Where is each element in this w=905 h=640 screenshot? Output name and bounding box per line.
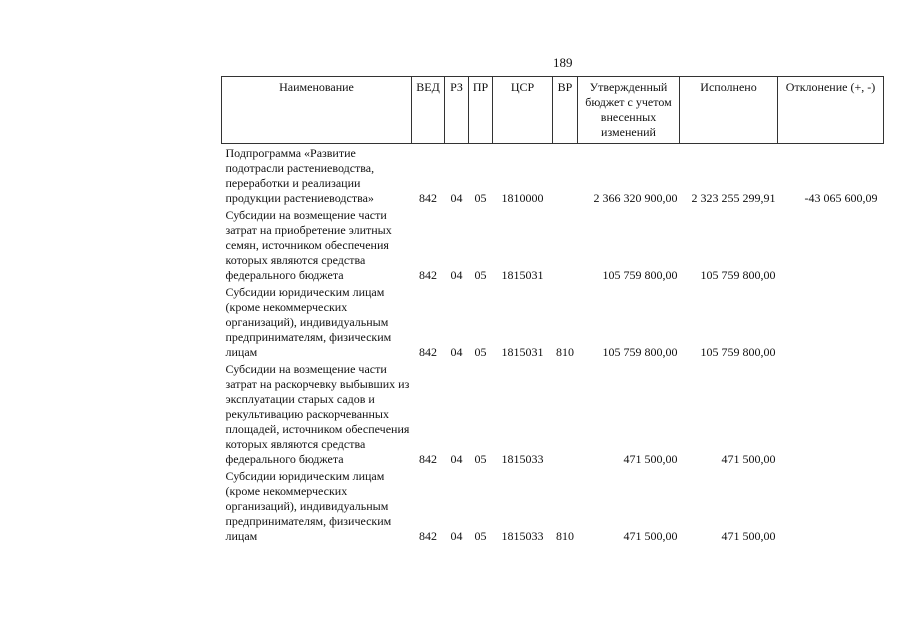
header-vr: ВР xyxy=(553,77,578,144)
row-rz: 04 xyxy=(450,452,463,466)
row-csr: 1815033 xyxy=(501,452,544,466)
row-name: Субсидии на возмещение части затрат на раскорчевку выбывших из эксплуатации старых садов и рекультивацию раскорчеванных площадей, источником обеспечения которых являются средства федерального бюджета xyxy=(225,362,410,466)
row-approved: 105 759 800,00 xyxy=(602,268,678,282)
row-deviation xyxy=(778,283,884,360)
row-vr xyxy=(553,360,578,467)
row-deviation xyxy=(778,467,884,544)
row-deviation xyxy=(778,206,884,283)
row-approved: 471 500,00 xyxy=(623,529,678,543)
header-csr: ЦСР xyxy=(493,77,553,144)
header-deviation: Отклонение (+, -) xyxy=(778,77,884,144)
row-ved: 842 xyxy=(419,191,437,205)
row-executed: 105 759 800,00 xyxy=(700,345,776,359)
row-vr xyxy=(553,144,578,207)
row-deviation: -43 065 600,09 xyxy=(804,191,878,205)
page-number: 189 xyxy=(553,55,573,70)
row-vr xyxy=(553,206,578,283)
header-approved: Утвержденный бюджет с учетом внесенных изменений xyxy=(578,77,680,144)
table-row xyxy=(222,206,884,283)
row-csr: 1810000 xyxy=(501,191,544,205)
row-name: Подпрограмма «Развитие подотрасли растениеводства, переработки и реализации продукции растениеводства» xyxy=(225,146,375,205)
table-row xyxy=(222,283,884,360)
row-pr: 05 xyxy=(474,268,487,282)
header-row xyxy=(222,77,884,144)
row-csr: 1815031 xyxy=(501,268,544,282)
row-ved: 842 xyxy=(419,452,437,466)
row-deviation xyxy=(778,360,884,467)
table-row xyxy=(222,467,884,544)
row-csr: 1815033 xyxy=(501,529,544,543)
row-executed: 471 500,00 xyxy=(721,529,776,543)
row-approved: 105 759 800,00 xyxy=(602,345,678,359)
row-executed: 105 759 800,00 xyxy=(700,268,776,282)
row-executed: 2 323 255 299,91 xyxy=(691,191,776,205)
row-approved: 2 366 320 900,00 xyxy=(593,191,678,205)
header-name: Наименование xyxy=(222,77,412,144)
row-name: Субсидии юридическим лицам (кроме некоммерческих организаций), индивидуальным предпринимателям, физическим лицам xyxy=(225,285,392,359)
row-ved: 842 xyxy=(419,529,437,543)
row-name: Субсидии юридическим лицам (кроме некоммерческих организаций), индивидуальным предпринимателям, физическим лицам xyxy=(225,469,392,543)
budget-table xyxy=(221,76,884,544)
row-ved: 842 xyxy=(419,268,437,282)
row-pr: 05 xyxy=(474,345,487,359)
row-pr: 05 xyxy=(474,191,487,205)
table-row xyxy=(222,144,884,207)
row-vr: 810 xyxy=(556,529,574,543)
row-rz: 04 xyxy=(450,268,463,282)
row-executed: 471 500,00 xyxy=(721,452,776,466)
row-pr: 05 xyxy=(474,452,487,466)
row-rz: 04 xyxy=(450,345,463,359)
row-name: Субсидии на возмещение части затрат на приобретение элитных семян, источником обеспечения которых являются средства федерального бюджета xyxy=(225,208,392,282)
header-executed: Исполнено xyxy=(680,77,778,144)
row-csr: 1815031 xyxy=(501,345,544,359)
header-pr: ПР xyxy=(469,77,493,144)
row-vr: 810 xyxy=(556,345,574,359)
row-rz: 04 xyxy=(450,191,463,205)
row-ved: 842 xyxy=(419,345,437,359)
header-ved: ВЕД xyxy=(412,77,445,144)
header-rz: РЗ xyxy=(445,77,469,144)
row-rz: 04 xyxy=(450,529,463,543)
row-approved: 471 500,00 xyxy=(623,452,678,466)
row-pr: 05 xyxy=(474,529,487,543)
table-row xyxy=(222,360,884,467)
